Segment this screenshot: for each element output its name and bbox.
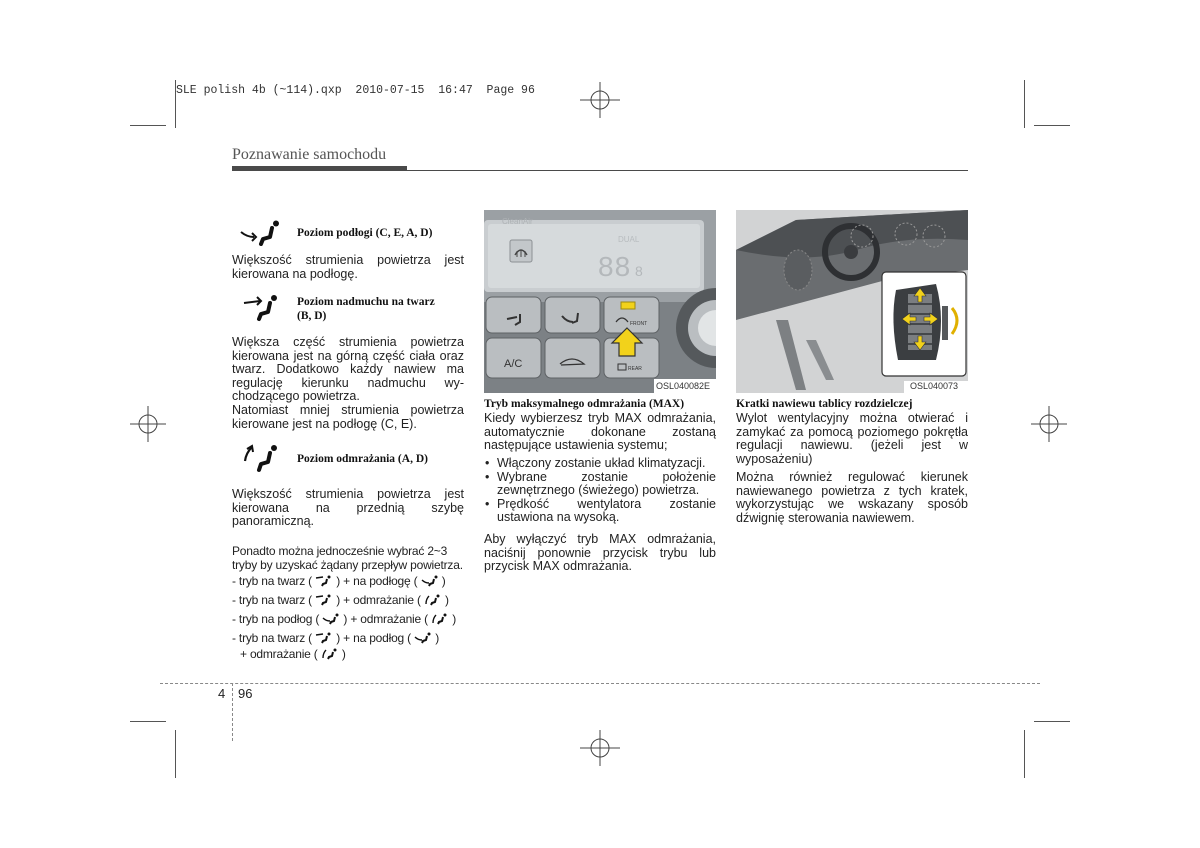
list-item: • Prędkość wentylatora zostanie ustawiona na wysoką. [484, 498, 716, 525]
crop-mark [130, 125, 166, 126]
mode-title-floor: Poziom podłogi (C, E, A, D) [297, 227, 433, 239]
combo-text: - tryb na twarz ( [232, 574, 312, 588]
footer-rule [160, 683, 1040, 684]
title-rule [407, 170, 968, 171]
combo-row [232, 593, 472, 612]
crop-mark [1024, 80, 1025, 128]
floor-mode-button[interactable] [545, 297, 600, 333]
combo-row [232, 631, 472, 647]
list-item: • Wybrane zostanie położenie zewnętrznego (świeżego) powietrza. [484, 471, 716, 498]
dashboard-vents-figure [736, 210, 968, 393]
floor-mode-icon [322, 613, 340, 625]
left-vent [784, 250, 812, 290]
rear-label: REAR [628, 366, 642, 372]
display-small-digit: 8 [635, 263, 643, 279]
mode-body-face-text: Większa część strumienia powietrza kierowana jest na górną część ciała oraz twarz. Dodatkowo każdy nawiew ma regulację kierunku nadmuchu wy-chodzącego powietrza. [232, 335, 464, 404]
combo-row [232, 647, 472, 663]
max-defrost-outro: Aby wyłączyć tryb MAX odmrażania, naciśnij ponownie przycisk trybu lub przycisk MAX odmrażania. [484, 532, 716, 574]
figure-code: OSL040082E [656, 381, 711, 391]
mode-title-face-line2: (B, D) [297, 310, 327, 322]
mode-body-defrost: Większość strumienia powietrza jest kierowana na przednią szybę panoramiczną. [232, 487, 464, 529]
combo-text: - tryb na twarz ( [232, 631, 312, 645]
face-mode-button[interactable] [486, 297, 541, 333]
vents-heading: Kratki nawiewu tablicy rozdzielczej [736, 398, 913, 410]
combo-text: ) + odmrażanie ( [343, 612, 428, 626]
face-mode-icon [315, 632, 333, 644]
registration-mark [578, 730, 622, 766]
crop-mark [175, 80, 176, 128]
page-number: 96 [238, 686, 253, 701]
front-label: FRONT [630, 321, 648, 327]
mode-body-face-text2: Natomiast mniej strumienia powietrza kierowane jest na podłogę (C, E). [232, 402, 464, 431]
combo-text: ) [441, 574, 446, 588]
combo-list [232, 574, 472, 663]
print-slug: SLE polish 4b (~114).qxp 2010-07-15 16:47 Page 96 [176, 84, 535, 97]
mode-title-defrost: Poziom odmrażania (A, D) [297, 453, 428, 465]
title-bar [232, 166, 407, 171]
mode-body-face [232, 336, 464, 431]
mode-title-face-line1: Poziom nadmuchu na twarz [297, 296, 435, 308]
display-label-cleanair: CleanAir [502, 217, 533, 226]
floor-mode-icon [238, 220, 284, 246]
face-mode-icon [240, 294, 286, 322]
mode-title-face [297, 295, 435, 323]
crop-mark [1034, 125, 1070, 126]
crop-mark [1024, 730, 1025, 778]
section-title: Poznawanie samochodu [232, 146, 387, 163]
floor-mode-icon [421, 575, 439, 587]
combo-intro: Ponadto można jednocześnie wybrać 2~3 tryby by uzyskać żądany przepływ powietrza. [232, 544, 463, 572]
vents-para1: Wylot wentylacyjny można otwierać i zamykać za pomocą poziomego pokrętła regulacji nawiewu. (jeżeli jest w wyposażeniu) [736, 411, 968, 466]
max-defrost-intro: Kiedy wybierzesz tryb MAX odmrażania, automatycznie dokonane zostaną następujące ustawienia systemu; [484, 411, 716, 453]
footer-divider [232, 683, 233, 741]
registration-mark [578, 82, 622, 118]
combo-text: - tryb na podłog ( [232, 612, 320, 626]
combo-text: ) [452, 612, 456, 626]
ac-label: A/C [504, 358, 523, 370]
registration-mark [1031, 406, 1067, 442]
combo-text: ) + odmrażanie ( [336, 593, 421, 607]
combo-text: ) [445, 593, 449, 607]
registration-mark [130, 406, 166, 442]
crop-mark [130, 721, 166, 722]
climate-panel-figure [484, 210, 716, 393]
mode-body-floor: Większość strumienia powietrza jest kierowana na podłogę. [232, 253, 464, 281]
max-defrost-heading: Tryb maksymalnego odmrażania (MAX) [484, 398, 685, 410]
defrost-mode-icon [240, 443, 286, 473]
chapter-number: 4 [218, 686, 226, 701]
display-label-dual: DUAL [618, 235, 640, 244]
combo-row [232, 574, 472, 593]
list-item: • Włączony zostanie układ klimatyzacji. [484, 457, 716, 471]
figure-code: OSL040073 [910, 381, 959, 391]
combo-text: - tryb na twarz ( [232, 593, 312, 607]
face-mode-icon [315, 575, 333, 587]
defrost-mode-icon [431, 613, 449, 625]
recirc-button[interactable] [545, 338, 600, 378]
display-digits: 88 [598, 251, 632, 282]
defrost-led [621, 302, 635, 309]
crop-mark [1034, 721, 1070, 722]
defrost-mode-icon [321, 648, 339, 660]
vents-para2: Można również regulować kierunek nawiewanego powietrza z tych kratek, wykorzystując we wskazany sposób dźwignię sterowania nawiewem. [736, 470, 968, 525]
defrost-mode-icon [424, 594, 442, 606]
combo-text: ) [341, 647, 346, 661]
max-defrost-list [484, 457, 716, 525]
floor-mode-icon [414, 632, 432, 644]
combo-row [232, 612, 472, 631]
combo-text: + odmrażanie ( [240, 647, 318, 661]
combo-text: ) + na podłog ( [336, 631, 411, 645]
combo-text: ) [435, 631, 440, 645]
crop-mark [175, 730, 176, 778]
face-mode-icon [315, 594, 333, 606]
combo-text: ) + na podłogę ( [336, 574, 418, 588]
